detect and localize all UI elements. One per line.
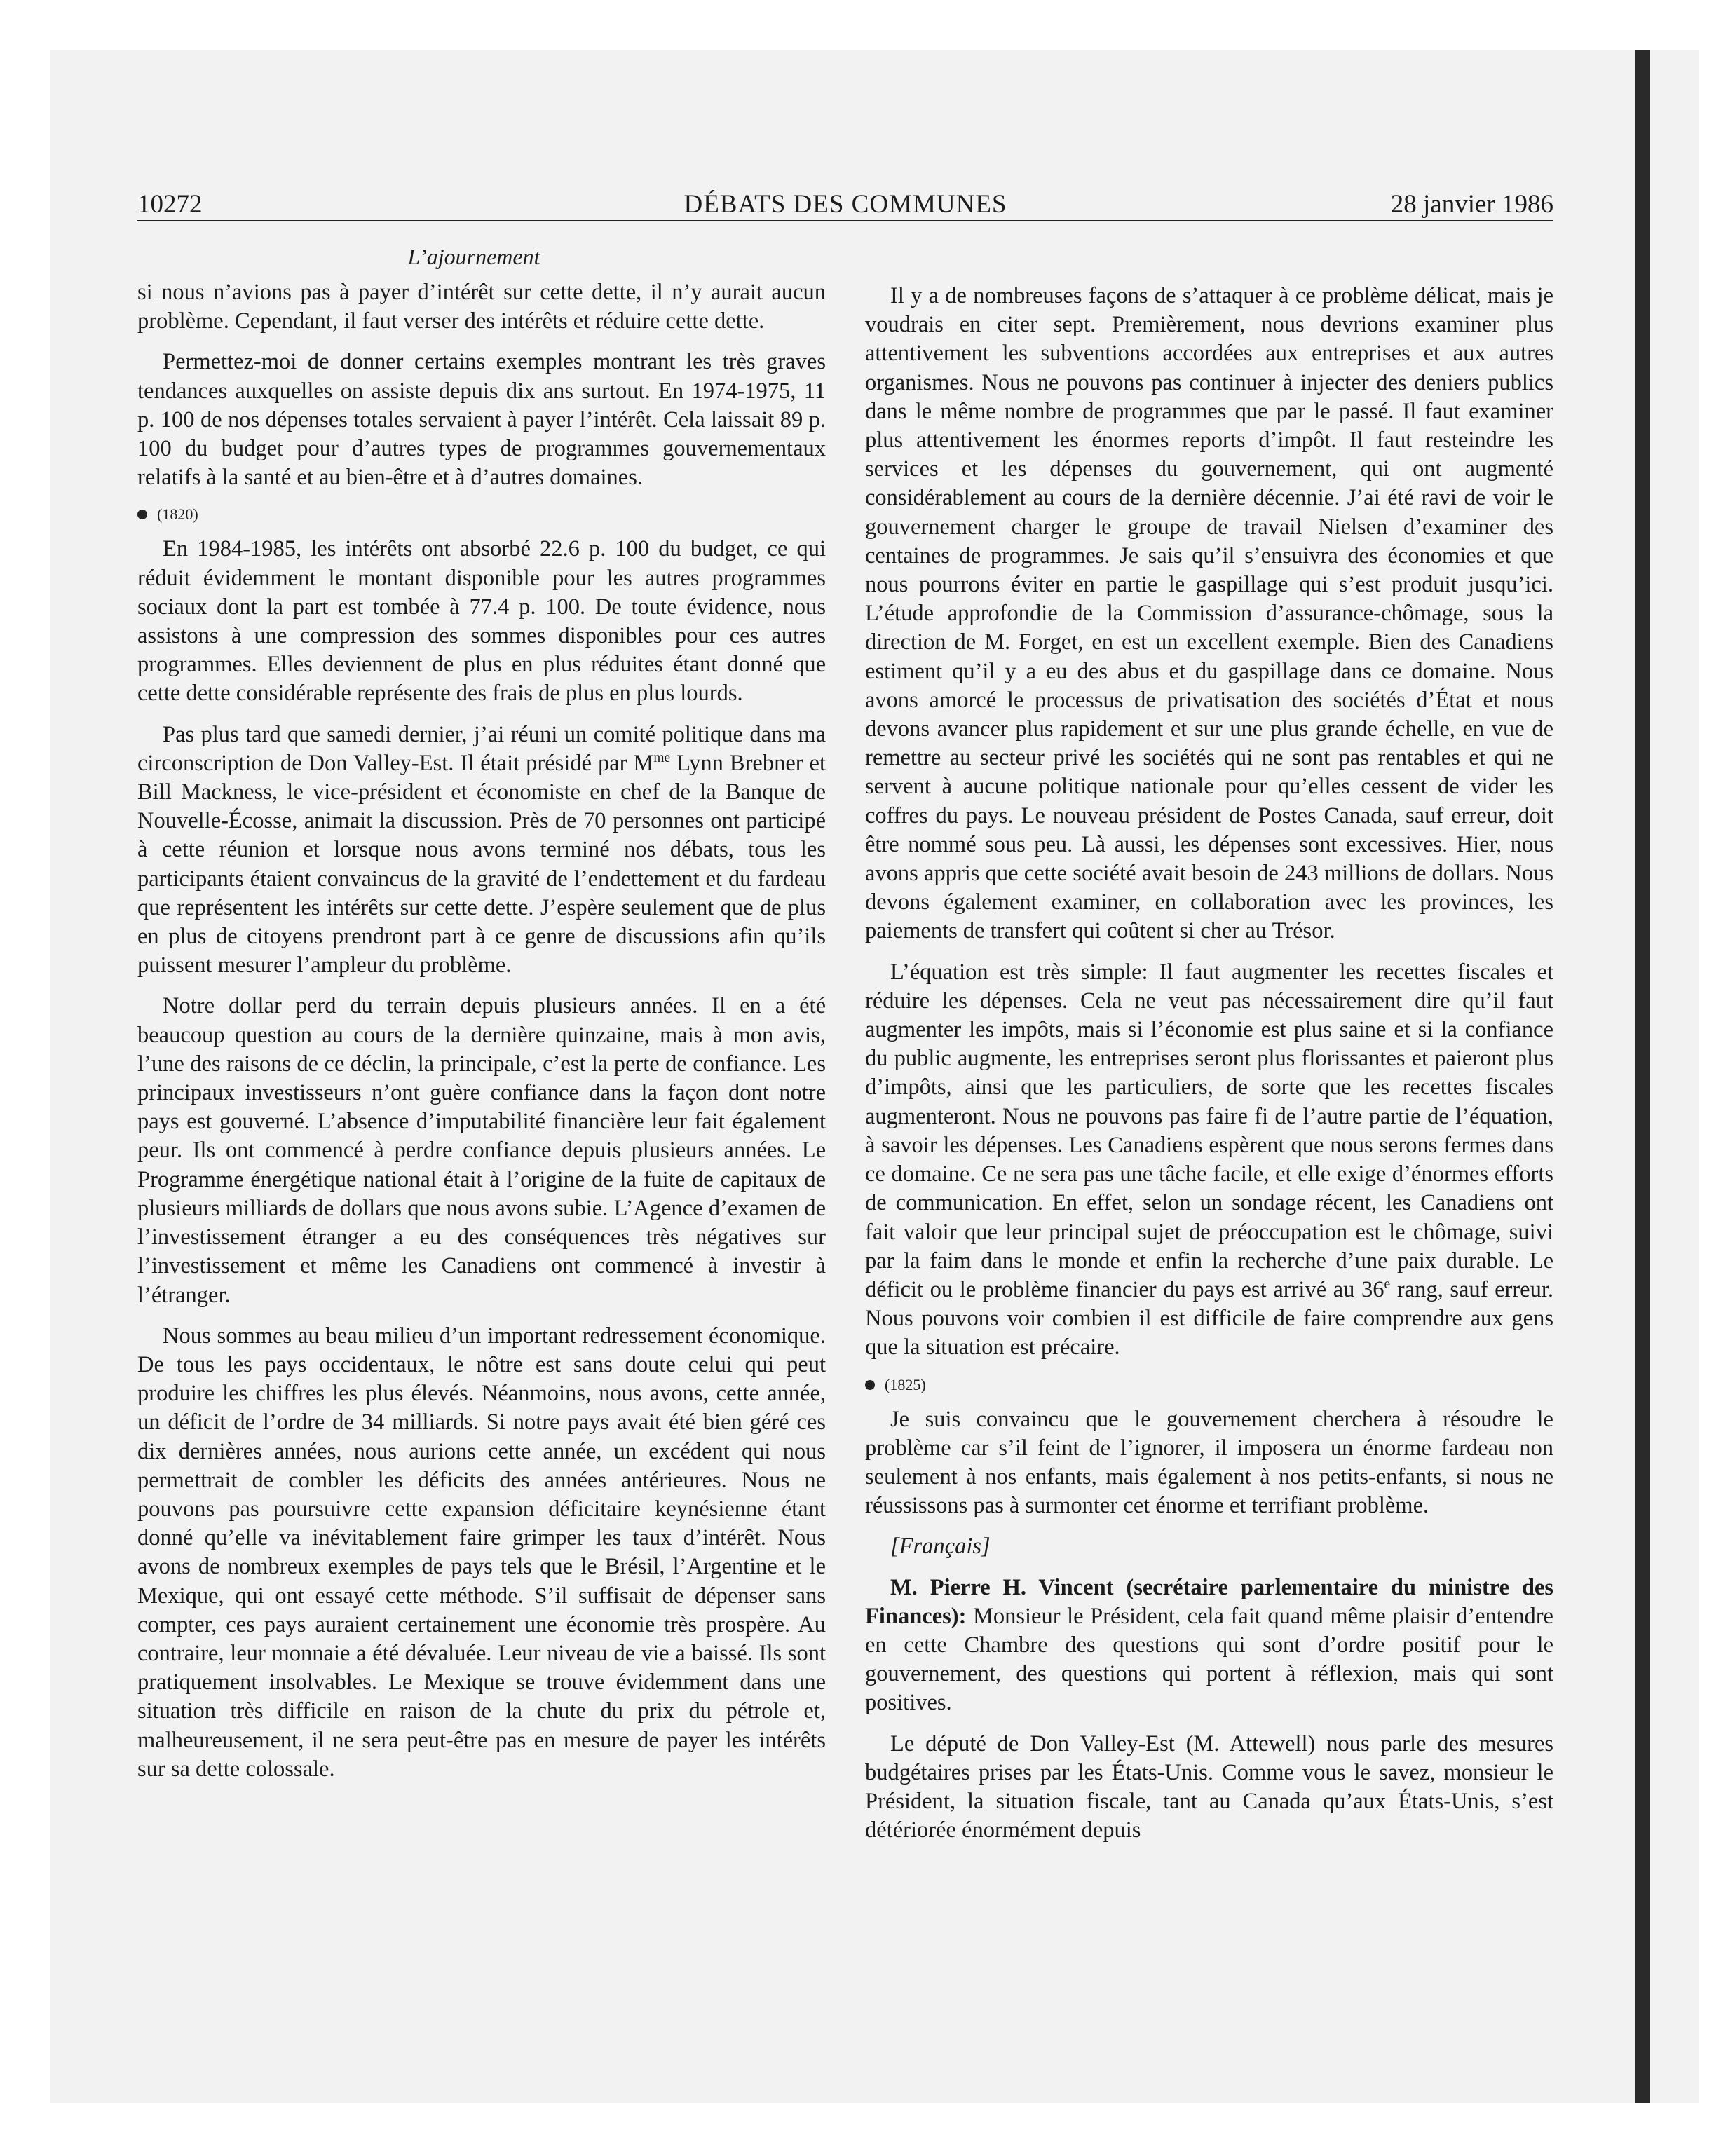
left-column — [137, 278, 826, 1796]
timestamp-marker — [865, 1374, 1553, 1396]
paragraph-text: Lynn Brebner et Bill Mackness, le vice-président et économiste en chef de la Banque de Nouvelle-Écosse, animait la discussion. Près de 70 personnes ont participé à cette réunion et lorsque nous avons terminé nos débats, tous les participants étaient convaincus de la gravité de l’endettement et du fardeau que représentent les intérêts sur cette dette. J’espère seulement que de plus en plus de citoyens prendront part à ce genre de discussions afin qu’ils puissent mesurer l’ampleur du problème. — [137, 750, 826, 978]
paragraph: En 1984-1985, les intérêts ont absorbé 22.6 p. 100 du budget, ce qui réduit évidemment le montant disponible pour les autres programmes sociaux dont la part est tombée à 77.4 p. 100. De toute évidence, nous assistons à une compression des sommes disponibles pour ces autres programmes. Elles deviennent de plus en plus réduites étant donné que cette dette considérable représente des frais de plus en plus lourds. — [137, 536, 826, 707]
language-tag: [Français] — [890, 1534, 991, 1560]
speaker-name: M. Pierre H. Vincent (secrétaire parlementaire du ministre des Finances): — [865, 1574, 1553, 1629]
paragraph: Notre dollar perd du terrain depuis plusieurs années. Il en a été beaucoup question au cours de la dernière quinzaine, mais à mon avis, l’une des raisons de ce déclin, la principale, c’est la perte de confiance. Les principaux investisseurs n’ont guère confiance dans la façon dont notre pays est gouverné. L’absence d’imputabilité financière leur fait également peur. Ils ont commencé à perdre confiance depuis plusieurs années. Le Programme énergétique national était à l’origine de la fuite de capitaux de plusieurs milliards de dollars que nous avons subie. L’Agence d’examen de l’investissement étranger a eu des conséquences très négatives sur l’investissement et même les Canadiens ont commencé à investir à l’étranger. — [137, 993, 826, 1308]
paragraph: Permettez-moi de donner certains exemples montrant les très graves tendances auxquelles on assiste depuis dix ans surtout. En 1974-1975, 11 p. 100 de nos dépenses totales servaient à payer l’intérêt. Cela laissait 89 p. 100 du budget pour d’autres types de programmes gouvernementaux relatifs à la santé et au bien-être et à d’autres domaines. — [137, 349, 826, 491]
paragraph-text: Monsieur le Président, cela fait quand même plaisir d’entendre en cette Chambre des questions qui sont d’ordre positif pour le gouvernement, des questions qui portent à réflexion, mais qui sont positives. — [865, 1603, 1553, 1716]
paragraph — [865, 958, 1553, 1363]
paragraph: Je suis convaincu que le gouvernement cherchera à résoudre le problème car s’il feint de l’ignorer, il imposera un énorme fardeau non seulement à nos enfants, mais également à nos petits-enfants, si nous ne réussissons pas à surmonter cet énorme et terrifiant problème. — [865, 1406, 1553, 1519]
scan-edge-bar — [1635, 50, 1650, 2103]
document-page — [137, 189, 1553, 2075]
publication-title: DÉBATS DES COMMUNES — [683, 190, 1007, 219]
paragraph — [865, 1574, 1553, 1718]
superscript: e — [1384, 1277, 1391, 1292]
section-title: L’ajournement — [407, 244, 540, 269]
paragraph-text: L’équation est très simple: Il faut augmenter les recettes fiscales et réduire les dépenses. Cela ne veut pas nécessairement dire qu’il faut augmenter les impôts, mais si l’économie est plus saine et si la confiance du public augmente, les entreprises seront plus florissantes et paieront plus d’impôts, ainsi que les particuliers, de sorte que les recettes fiscales augmenteront. Nous ne pouvons pas faire fi de l’autre partie de l’équation, à savoir les dépenses. Les Canadiens espèrent que nous serons fermes dans ce domaine. Ce ne sera pas une tâche facile, et elle exige d’énormes efforts de communication. En effet, selon un sondage récent, les Canadiens ont fait valoir que leur principal sujet de préoccupation est le chômage, suivi par la faim dans le monde et enfin la recherche d’une paix durable. Le déficit ou le problème financier du pays est arrivé au 36 — [865, 959, 1553, 1302]
superscript: me — [653, 751, 671, 766]
running-header — [137, 189, 1553, 221]
bullet-icon — [137, 510, 147, 519]
timestamp-marker — [137, 504, 826, 525]
page-number: 10272 — [137, 190, 203, 219]
paragraph — [137, 721, 826, 981]
paragraph: Il y a de nombreuses façons de s’attaquer à ce problème délicat, mais je voudrais en citer sept. Premièrement, nous devrions examiner plus attentivement les subventions accordées aux entreprises et aux autres organismes. Nous ne pouvons pas continuer à injecter des deniers publics dans le même nombre de programmes que par le passé. Il faut examiner plus attentivement les énormes reports d’impôt. Il faut resteindre les services et les dépenses du gouvernement, qui ont augmenté considérablement au cours de la dernière décennie. J’ai été ravi de voir le gouvernement charger le groupe de travail Nielsen d’examiner des centaines de programmes. Je sais qu’il s’ensuivra des économies et que nous pourrons éviter en partie le gaspillage qui s’est produit jusqu’ici. L’étude approfondie de la Commission d’assurance-chômage, sous la direction de M. Forget, en est un excellent exemple. Bien des Canadiens estiment qu’il y a eu des abus et du gaspillage dans ce domaine. Nous avons amorcé le processus de privatisation des sociétés d’État et nous devons avancer plus rapidement et sur une plus grande échelle, en vue de remettre au secteur privé les sociétés qui ne sont pas rentables et qui ne servent à aucune politique nationale pour qu’elles cessent de vider les coffres du pays. Le nouveau président de Postes Canada, sauf erreur, doit être nommé sous peu. Là aussi, les dépenses sont excessives. Hier, nous avons appris que cette société avait besoin de 243 millions de dollars. Nous devons également examiner, en collaboration avec les provinces, les paiements de transfert qui coûtent si cher au Trésor. — [865, 283, 1553, 944]
paragraph-text: Pas plus tard que samedi dernier, j’ai réuni un comité politique dans ma circonscription de Don Valley-Est. Il était présidé par M — [137, 721, 826, 776]
timestamp-text: (1825) — [885, 1375, 926, 1393]
paragraph: Nous sommes au beau milieu d’un important redressement économique. De tous les pays occidentaux, le nôtre est sans doute celui qui peut produire les chiffres les plus élevés. Néanmoins, nous avons, cette année, un déficit de l’ordre de 34 milliards. Si notre pays avait été bien géré ces dix dernières années, nous aurions cette année, un excédent qui nous permettrait de combler les déficits des années antérieures. Nous ne pouvons pas poursuivre cette expansion déficitaire keynésienne étant donné qu’elle va inévitablement faire grimper les taux d’intérêt. Nous avons de nombreux exemples de pays tels que le Brésil, l’Argentine et le Mexique, qui ont essayé cette méthode. S’il suffisait de dépenser sans compter, ces pays auraient certainement une économie très prospère. Au contraire, leur monnaie a été dévaluée. Leur niveau de vie a baissé. Ils sont pratiquement insolvables. Le Mexique se trouve évidemment dans une situation très difficile en raison de la chute du prix du pétrole et, malheureusement, il ne sera peut-être pas en mesure de payer les intérêts sur sa dette colossale. — [137, 1323, 826, 1782]
timestamp-text: (1820) — [157, 505, 198, 524]
header-date: 28 janvier 1986 — [1390, 190, 1553, 219]
right-column — [865, 282, 1553, 1857]
paragraph: Le député de Don Valley-Est (M. Attewell) nous parle des mesures budgétaires prises par les États-Unis. Comme vous le savez, monsieur le Président, la situation fiscale, tant au Canada qu’aux États-Unis, s’est détériorée énormément depuis — [865, 1731, 1553, 1843]
bullet-icon — [865, 1380, 875, 1390]
paragraph-text: rang, sauf erreur. Nous pouvons voir combien il est difficile de faire comprendre aux gens que la situation est précaire. — [865, 1276, 1553, 1360]
paragraph: si nous n’avions pas à payer d’intérêt sur cette dette, il n’y aurait aucun problème. Cependant, il faut verser des intérêts et réduire cette dette. — [137, 280, 826, 334]
